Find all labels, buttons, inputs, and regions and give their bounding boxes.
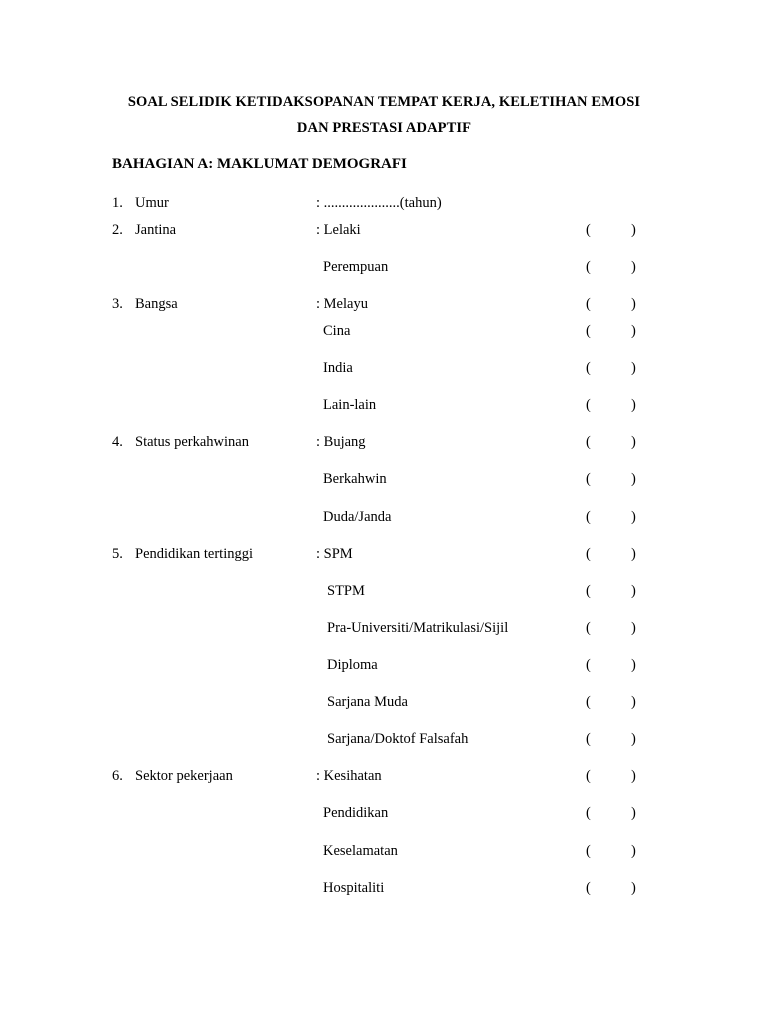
checkbox-open-paren[interactable]: ( <box>586 694 591 710</box>
option-label: Duda/Janda <box>323 509 392 525</box>
option-label: Sarjana Muda <box>327 694 408 710</box>
checkbox-close-paren[interactable]: ) <box>631 397 636 413</box>
checkbox-close-paren[interactable]: ) <box>631 259 636 275</box>
checkbox-close-paren[interactable]: ) <box>631 222 636 238</box>
item-number: 3. <box>112 296 123 312</box>
checkbox-close-paren[interactable]: ) <box>631 583 636 599</box>
checkbox-open-paren[interactable]: ( <box>586 768 591 784</box>
section-title: BAHAGIAN A: MAKLUMAT DEMOGRAFI <box>112 156 407 172</box>
option-label: Lain-lain <box>323 397 377 413</box>
option-label: India <box>323 360 353 376</box>
checkbox-close-paren[interactable]: ) <box>631 360 636 376</box>
checkbox-close-paren[interactable]: ) <box>631 880 636 896</box>
checkbox-close-paren[interactable]: ) <box>631 471 636 487</box>
item-label-pendidikan-tertinggi: Pendidikan tertinggi <box>135 546 253 562</box>
item-label-umur: Umur <box>135 195 169 211</box>
item-label-bangsa: Bangsa <box>135 296 178 312</box>
checkbox-open-paren[interactable]: ( <box>586 434 591 450</box>
option-label: Berkahwin <box>323 471 387 487</box>
checkbox-open-paren[interactable]: ( <box>586 471 591 487</box>
option-label: Perempuan <box>323 259 389 275</box>
item-label-sektor-pekerjaan: Sektor pekerjaan <box>135 768 233 784</box>
option-label: Pendidikan <box>323 805 389 821</box>
option-label: Sarjana/Doktof Falsafah <box>327 731 469 747</box>
checkbox-close-paren[interactable]: ) <box>631 657 636 673</box>
item-number: 4. <box>112 434 123 450</box>
checkbox-close-paren[interactable]: ) <box>631 620 636 636</box>
checkbox-open-paren[interactable]: ( <box>586 509 591 525</box>
checkbox-open-paren[interactable]: ( <box>586 843 591 859</box>
option-label: Keselamatan <box>323 843 398 859</box>
item-number: 6. <box>112 768 123 784</box>
option-label: STPM <box>327 583 365 599</box>
umur-answer-field[interactable]: : .....................(tahun) <box>316 195 442 211</box>
option-label: Cina <box>323 323 351 339</box>
checkbox-open-paren[interactable]: ( <box>586 296 591 312</box>
checkbox-close-paren[interactable]: ) <box>631 546 636 562</box>
title-line-2: DAN PRESTASI ADAPTIF <box>296 120 472 136</box>
checkbox-open-paren[interactable]: ( <box>586 880 591 896</box>
checkbox-open-paren[interactable]: ( <box>586 546 591 562</box>
option-label: : Kesihatan <box>316 768 382 784</box>
checkbox-open-paren[interactable]: ( <box>586 805 591 821</box>
checkbox-close-paren[interactable]: ) <box>631 731 636 747</box>
checkbox-close-paren[interactable]: ) <box>631 434 636 450</box>
item-number: 1. <box>112 195 123 211</box>
checkbox-close-paren[interactable]: ) <box>631 509 636 525</box>
checkbox-close-paren[interactable]: ) <box>631 768 636 784</box>
checkbox-close-paren[interactable]: ) <box>631 805 636 821</box>
item-number: 2. <box>112 222 123 238</box>
checkbox-open-paren[interactable]: ( <box>586 657 591 673</box>
option-label: Hospitaliti <box>323 880 385 896</box>
option-label: Diploma <box>327 657 378 673</box>
checkbox-open-paren[interactable]: ( <box>586 360 591 376</box>
item-number: 5. <box>112 546 123 562</box>
checkbox-open-paren[interactable]: ( <box>586 620 591 636</box>
item-label-jantina: Jantina <box>135 222 177 238</box>
checkbox-open-paren[interactable]: ( <box>586 583 591 599</box>
checkbox-open-paren[interactable]: ( <box>586 323 591 339</box>
checkbox-close-paren[interactable]: ) <box>631 296 636 312</box>
option-label: : Melayu <box>316 296 368 312</box>
option-label: : Lelaki <box>316 222 361 238</box>
checkbox-close-paren[interactable]: ) <box>631 843 636 859</box>
checkbox-close-paren[interactable]: ) <box>631 694 636 710</box>
option-label: Pra-Universiti/Matrikulasi/Sijil <box>327 620 509 636</box>
checkbox-open-paren[interactable]: ( <box>586 397 591 413</box>
checkbox-open-paren[interactable]: ( <box>586 222 591 238</box>
item-label-status-perkahwinan: Status perkahwinan <box>135 434 249 450</box>
checkbox-open-paren[interactable]: ( <box>586 731 591 747</box>
option-label: : SPM <box>316 546 353 562</box>
title-line-1: SOAL SELIDIK KETIDAKSOPANAN TEMPAT KERJA, KELETIHAN EMOSI <box>127 94 641 110</box>
checkbox-close-paren[interactable]: ) <box>631 323 636 339</box>
checkbox-open-paren[interactable]: ( <box>586 259 591 275</box>
option-label: : Bujang <box>316 434 366 450</box>
